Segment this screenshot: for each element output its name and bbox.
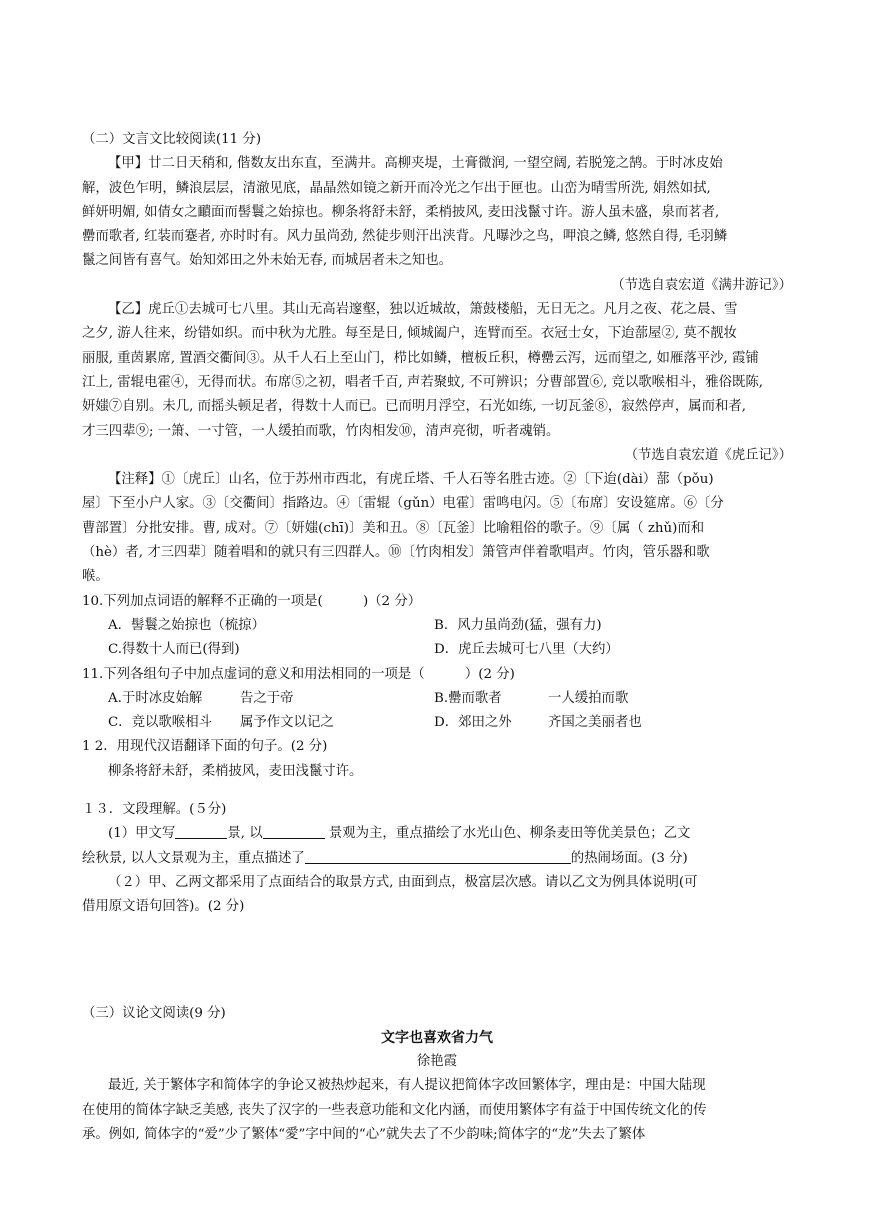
article-line: 在使用的简体字缺乏美感, 丧失了汉字的一些表意功能和文化内涵，而使用繁体字有益于中国传统文化的传 — [82, 1102, 707, 1118]
question-stem: 1 2．用现代汉语翻译下面的句子。(2 分) — [82, 739, 328, 755]
question-11 — [82, 663, 792, 736]
text-fragment: 绘秋景, 以人文景观为主，重点描述了 — [82, 850, 305, 866]
question-part-1 — [82, 822, 792, 846]
question-12 — [82, 735, 792, 784]
annotations — [82, 468, 792, 589]
question-sentence: 柳条将舒未舒，柔梢披风，麦田浅鬣寸许。 — [108, 763, 363, 779]
annotation-line: 【注释】①〔虎丘〕山名，位于苏州市西北，有虎丘塔、千人石等名胜古迹。②〔下迨(dài）蔀（pǒu) — [108, 472, 714, 488]
passage-source: （节选自袁宏道《虎丘记》） — [624, 447, 792, 463]
option-a: A．髻鬟之始掠也（梳掠） — [108, 617, 265, 633]
article-line: 最近, 关于繁体字和简体字的争论又被热炒起来，有人提议把简体字改回繁体字，理由是：中国大陆现 — [108, 1078, 706, 1094]
option-c-second: 属予作文以记之 — [240, 715, 334, 731]
passage-line: 之夕, 游人往来，纷错如织。而中秋为尤胜。每至是日, 倾城阖户，连臂而至。衣冠士女，下迨蔀屋②, 莫不靓妆 — [82, 326, 737, 342]
passage-line: 【甲】廿二日天稍和, 偕数友出东直，至满井。高柳夹堤，土膏微润, 一望空阔, 若脱笼之鹄。于时冰皮始 — [108, 156, 723, 172]
passage-line: 丽服, 重茵累席, 置酒交衢间③。从千人石上至山门，栉比如鳞，檀板丘积，樽罍云泻，远而望之, 如雁落平沙, 霞铺 — [82, 350, 759, 366]
article-author: 徐艳霞 — [416, 1054, 458, 1070]
option-d-second: 齐国之美丽者也 — [548, 715, 642, 731]
passage-line: 鬣之间皆有喜气。始知郊田之外未始无春, 而城居者未之知也。 — [82, 253, 453, 269]
annotation-line: 曹部置〕分批安排。曹, 成对。⑦〔妍媸(chī)〕美和丑。⑧〔瓦釜〕比喻粗俗的歌子。⑨〔属（ zhǔ)而和 — [82, 520, 705, 536]
option-c-first: C．竞以歌喉相斗 — [108, 715, 212, 731]
section-heading: （二）文言文比较阅读(11 分) — [82, 132, 262, 147]
text-fragment: 景, 以 — [227, 826, 263, 842]
text-fragment: 的热闹场面。(3 分) — [570, 850, 688, 866]
question-part-1-cont — [82, 847, 792, 871]
question-10 — [82, 590, 792, 663]
article-title: 文字也喜欢省力气 — [381, 1029, 493, 1046]
passage-yi — [82, 298, 792, 468]
exam-page — [82, 128, 792, 1147]
option-d: D．虎丘去城可七八里（大约） — [434, 642, 619, 658]
options-row — [82, 711, 792, 735]
passage-line: 【乙】虎丘①去城可七八里。其山无高岩邃壑，独以近城故，箫鼓楼船，无日无之。凡月之夜、花之晨、雪 — [108, 302, 738, 318]
question-stem: １３．文段理解。(５分) — [82, 802, 227, 818]
answer-blank[interactable] — [263, 822, 325, 839]
text-fragment: (1）甲文写 — [108, 826, 176, 842]
passage-line: 解，波色乍明，鳞浪层层，清澈见底，晶晶然如镜之新开而冷光之乍出于匣也。山峦为晴雪所洗, 娟然如拭, — [82, 180, 711, 196]
question-stem: 10.下列加点词语的解释不正确的一项是( )（2 分） — [82, 593, 422, 609]
question-13 — [82, 798, 792, 919]
question-part-2-cont: 借用原文语句回答)。(2 分) — [82, 899, 245, 915]
annotation-line: 喉。 — [82, 569, 109, 585]
option-b-second: 一人缓拍而歌 — [548, 690, 629, 706]
passage-source: （节选自袁宏道《满井游记》） — [611, 277, 792, 293]
question-stem: 11.下列各组句子中加点虚词的意义和用法相同的一项是（ ）(2 分) — [82, 666, 515, 682]
options-row — [82, 687, 792, 711]
annotation-line: 屋〕下至小户人家。③〔交衢间〕指路边。④〔雷辊（gǔn）电霍〕雷鸣电闪。⑤〔布席〕安设筵席。⑥〔分 — [82, 496, 724, 512]
option-b: B．风力虽尚劲(猛，强有力) — [434, 617, 602, 633]
passage-line: 才三四辈⑨; 一箫、一寸管，一人缓拍而歌，竹肉相发⑩，清声亮彻，听者魂销。 — [82, 423, 560, 439]
options-row — [82, 614, 792, 638]
passage-line: 江上, 雷辊电霍④，无得而状。布席⑤之初，唱者千百, 声若聚蚊, 不可辨识；分曹部置⑥, 竞以歌喉相斗，雅俗既陈, — [82, 374, 764, 390]
options-row — [82, 638, 792, 662]
option-c: C.得数十人而已(得到) — [108, 642, 240, 658]
annotation-line: （hè）者, 才三四辈〕随着唱和的就只有三四群人。⑩〔竹肉相发〕箫管声伴着歌唱声。竹肉，管乐器和歌 — [82, 545, 710, 561]
section-heading: （三）议论文阅读(9 分) — [82, 1005, 226, 1021]
passage-line: 鲜妍明媚, 如倩女之靧面而髻鬟之始掠也。柳条将舒未舒，柔梢披风, 麦田浅鬣寸许。游人虽未盛，泉而茗者, — [82, 204, 720, 220]
option-b-first: B.罍而歌者 — [434, 690, 502, 706]
option-d-first: D．郊田之外 — [434, 715, 512, 731]
text-fragment: 景观为主，重点描绘了水光山色、柳条麦田等优美景色；乙文 — [324, 826, 691, 842]
article-line: 承。例如, 简体字的“爱”少了繁体“愛”字中间的“心”就失去了不少韵味;简体字的“龙”失去了繁体 — [82, 1126, 646, 1142]
answer-blank[interactable] — [305, 847, 571, 864]
article-body — [82, 1074, 792, 1147]
passage-line: 妍媸⑦自别。未几, 而摇头顿足者，得数十人而已。已而明月浮空，石光如练, 一切瓦釜⑧，寂然停声，属而和者, — [82, 399, 747, 415]
passage-line: 罍而歌者, 红装而蹇者, 亦时时有。风力虽尚劲, 然徒步则汗出浃背。凡曝沙之鸟，呷浪之鳞, 悠然自得, 毛羽鳞 — [82, 229, 728, 245]
option-a-second: 告之于帝 — [240, 690, 294, 706]
question-part-2: （２）甲、乙两文都采用了点面结合的取景方式, 由面到点，极富层次感。请以乙文为例具体说明(可 — [108, 874, 698, 890]
passage-jia — [82, 152, 792, 298]
option-a-first: A.于时冰皮始解 — [108, 690, 203, 706]
answer-blank[interactable] — [175, 822, 227, 839]
